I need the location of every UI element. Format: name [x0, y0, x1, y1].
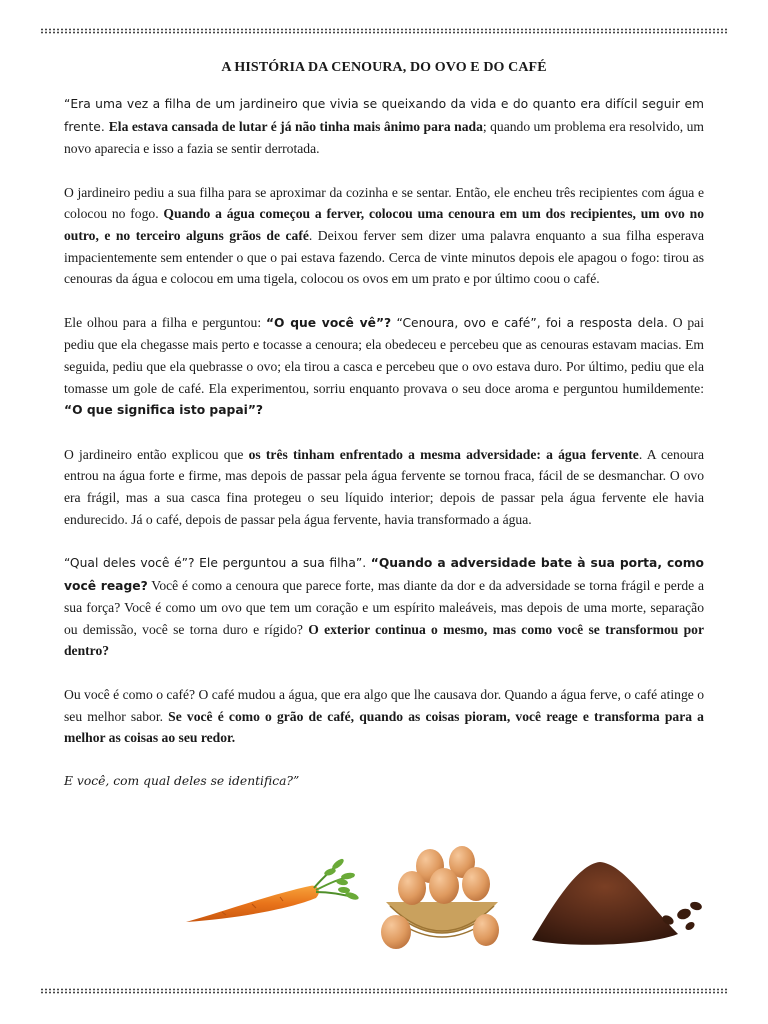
p5-text-c: Você é como a cenoura que parece forte, mas diante da dor e da adversidade se torna frágil e perde a sua força? Você é como um ovo que tem um coração e um espírito maleáveis, mas depois de uma morte, separação ou demissão, você se torna duro e rígido?: [64, 577, 704, 637]
p2-text-a: O jardineiro pediu a sua filha para se aproximar da cozinha e se sentar. Então, ele encheu três recipientes com água e colocou no fogo.: [64, 184, 704, 222]
p1-text-c: ; quando um problema era resolvido, um novo aparecia e isso a fazia se sentir derrotada.: [64, 118, 704, 157]
p3-text-d: O pai pediu que ela chegasse mais perto e tocasse a cenoura; ela obedeceu e percebeu que as cenouras estavam macias. Em seguida, pediu que ela quebrasse o ovo; ela tirou a casca e percebeu que o ovo estava duro. Por último, pediu que ela tomasse um gole de café. Ela experimentou, sorriu enquanto provava o seu doce aroma e perguntou humildemente:: [64, 314, 704, 396]
p5-text-d: O exterior continua o mesmo, mas como você se transformou por dentro?: [64, 621, 704, 659]
p4-text-b: os três tinham enfrentado a mesma adversidade: a água fervente: [248, 446, 639, 462]
closing-question: E você, com qual deles se identifica?”: [64, 773, 300, 788]
p4-text-a: O jardineiro então explicou que: [64, 446, 249, 462]
p2-text-c: . Deixou ferver sem dizer uma palavra enquanto a sua filha esperava impacientemente sem entender o que o pai estava fazendo. Cerca de vinte minutos depois ele apagou o fogo: tirou as cenouras da água e colocou em uma tigela, colocou os ovos em um prato e por último coou o café.: [64, 227, 704, 287]
p3-text-e: “O que significa isto papai”?: [64, 403, 264, 418]
p3-text-b: “O que você vê”?: [265, 315, 392, 330]
p4-text-c: . A cenoura entrou na água forte e firme, mas depois de passar pela água fervente se tornou fraca, fácil de se desmanchar. O ovo era frágil, mas a sua casca fina protegeu o seu líquido interior; depois de passar pela água fervente ele havia endurecido. Já o café, depois de passar pela água fervente, havia transformado a água.: [64, 446, 704, 527]
p1-text-a: “Era uma vez a filha de um jardineiro que vivia se queixando da vida e do quanto era difícil seguir em frente.: [64, 97, 704, 134]
paragraph-4: [64, 444, 704, 530]
carrot-image: [182, 850, 362, 930]
paragraph-6: [64, 684, 704, 749]
p5-text-a: “Qual deles você é”? Ele perguntou a sua filha”.: [64, 556, 371, 571]
story-body: [64, 93, 704, 814]
p5-text-b: “Quando a adversidade bate à sua porta, como você reage?: [64, 556, 704, 593]
paragraph-3: [64, 312, 704, 422]
coffee-grounds-image: [528, 854, 708, 948]
eggs-basket-image: [374, 844, 510, 954]
p2-text-b: Quando a água começou a ferver, colocou uma cenoura em um dos recipientes, um ovo no outro, e no terceiro alguns grãos de café: [64, 206, 704, 243]
top-dotted-border: [40, 28, 728, 34]
paragraph-2: [64, 182, 704, 290]
p6-text-a: Ou você é como o café? O café mudou a água, que era algo que lhe causava dor. Quando a água ferve, o café atinge o seu melhor sabor.: [64, 687, 704, 724]
p1-text-b: Ela estava cansada de lutar é já não tinha mais ânimo para nada: [108, 118, 483, 134]
illustrations: [0, 840, 768, 960]
p6-text-b: Se você é como o grão de café, quando as coisas pioram, você reage e transforma para a melhor as coisas ao seu redor.: [64, 708, 704, 746]
bottom-dotted-border: [40, 988, 728, 994]
paragraph-1: [64, 93, 704, 160]
p3-text-c: “Cenoura, ovo e café”, foi a resposta dela.: [391, 315, 668, 330]
page-title: A HISTÓRIA DA CENOURA, DO OVO E DO CAFÉ: [221, 60, 547, 75]
paragraph-5: [64, 552, 704, 662]
p3-text-a: Ele olhou para a filha e perguntou:: [64, 314, 266, 330]
